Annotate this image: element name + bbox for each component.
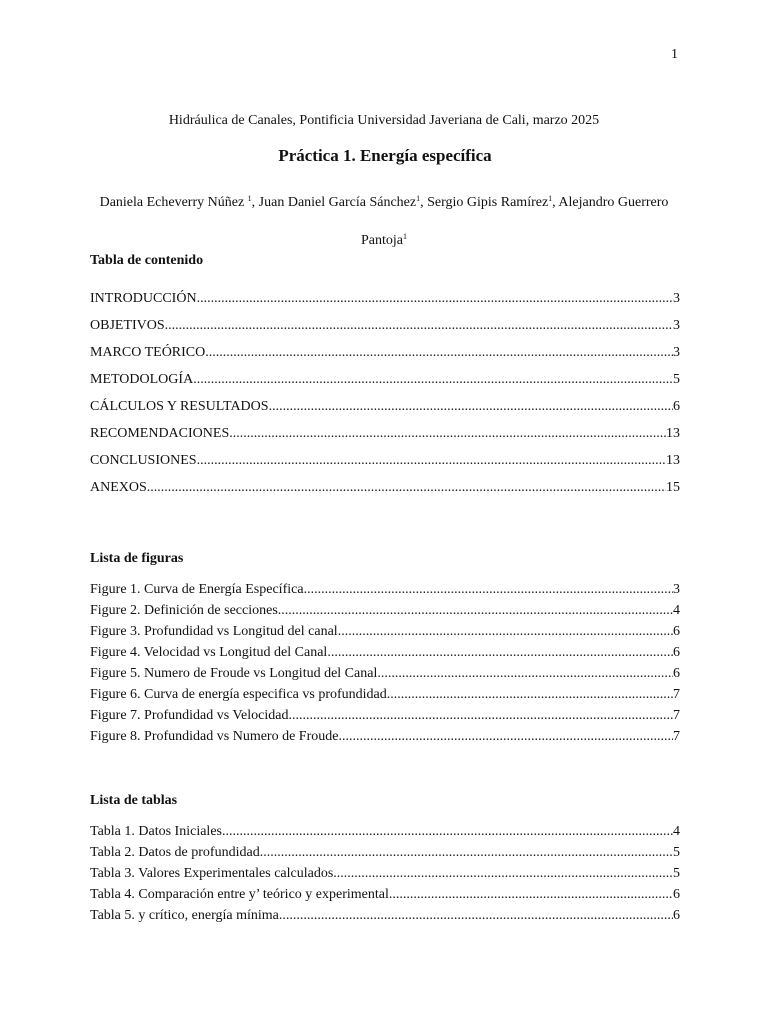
toc-entry-label: Figure 6. Curva de energía especifica vs profundidad — [90, 687, 387, 702]
contents-list — [90, 285, 680, 501]
page-number: 1 — [671, 47, 678, 62]
toc-entry-page-number: 6 — [673, 645, 680, 660]
toc-entry-page-number: 6 — [673, 908, 680, 923]
author-name: Alejandro Guerrero Pantoja — [361, 195, 669, 248]
dot-leader — [333, 863, 673, 884]
dot-leader — [260, 842, 673, 863]
toc-entry-label: CONCLUSIONES — [90, 453, 197, 468]
toc-entry-page-number: 6 — [673, 666, 680, 681]
dot-leader — [165, 312, 673, 339]
figures-heading: Lista de figuras — [90, 551, 184, 566]
toc-entry[interactable] — [90, 863, 680, 884]
author-affiliation-mark: 1 — [416, 194, 421, 203]
dot-leader — [222, 821, 673, 842]
toc-entry-label: ANEXOS — [90, 480, 147, 495]
toc-entry[interactable] — [90, 474, 680, 501]
toc-entry-label: Figure 1. Curva de Energía Específica — [90, 582, 304, 597]
dot-leader — [197, 447, 666, 474]
toc-entry-label: Figure 2. Definición de secciones — [90, 603, 278, 618]
toc-entry-page-number: 6 — [673, 624, 680, 639]
document-title: Práctica 1. Energía específica — [278, 146, 492, 165]
toc-entry-page-number: 13 — [666, 453, 680, 468]
toc-entry[interactable] — [90, 621, 680, 642]
toc-entry-page-number: 13 — [666, 426, 680, 441]
toc-entry-label: OBJETIVOS — [90, 318, 165, 333]
tables-heading: Lista de tablas — [90, 793, 178, 808]
toc-entry-label: MARCO TEÓRICO — [90, 345, 206, 360]
toc-entry[interactable] — [90, 366, 680, 393]
toc-entry-page-number: 6 — [673, 887, 680, 902]
toc-entry-label: Tabla 2. Datos de profundidad — [90, 845, 260, 860]
toc-entry[interactable] — [90, 726, 680, 747]
toc-entry-label: RECOMENDACIONES — [90, 426, 230, 441]
dot-leader — [304, 579, 673, 600]
toc-entry-label: CÁLCULOS Y RESULTADOS — [90, 399, 269, 414]
contents-heading: Tabla de contenido — [90, 253, 204, 268]
toc-entry[interactable] — [90, 600, 680, 621]
toc-entry[interactable] — [90, 285, 680, 312]
toc-entry-label: Figure 5. Numero de Froude vs Longitud del Canal — [90, 666, 378, 681]
dot-leader — [288, 705, 673, 726]
toc-entry[interactable] — [90, 842, 680, 863]
author-name: Juan Daniel García Sánchez — [258, 195, 417, 210]
toc-entry[interactable] — [90, 684, 680, 705]
author-affiliation-mark: 1 — [247, 194, 252, 203]
toc-entry-label: Figure 3. Profundidad vs Longitud del canal — [90, 624, 338, 639]
toc-entry-label: Tabla 1. Datos Iniciales — [90, 824, 222, 839]
dot-leader — [229, 420, 666, 447]
toc-entry[interactable] — [90, 447, 680, 474]
toc-entry-page-number: 5 — [673, 866, 680, 881]
tables-list — [90, 821, 680, 926]
toc-entry-label: Figure 4. Velocidad vs Longitud del Canal — [90, 645, 328, 660]
toc-entry[interactable] — [90, 420, 680, 447]
toc-entry-page-number: 5 — [673, 372, 680, 387]
toc-entry-page-number: 4 — [673, 824, 680, 839]
dot-leader — [377, 663, 673, 684]
toc-entry[interactable] — [90, 642, 680, 663]
toc-entry-page-number: 15 — [666, 480, 680, 495]
toc-entry-label: Tabla 4. Comparación entre y’ teórico y experimental — [90, 887, 389, 902]
toc-entry[interactable] — [90, 393, 680, 420]
dot-leader — [147, 474, 666, 501]
dot-leader — [338, 621, 673, 642]
toc-entry-label: Tabla 3. Valores Experimentales calculados — [90, 866, 334, 881]
toc-entry-page-number: 7 — [673, 687, 680, 702]
toc-entry[interactable] — [90, 821, 680, 842]
toc-entry-label: METODOLOGÍA — [90, 372, 194, 387]
toc-entry-page-number: 5 — [673, 845, 680, 860]
figures-list — [90, 579, 680, 747]
dot-leader — [327, 642, 673, 663]
toc-entry-label: Tabla 5. y crítico, energía mínima — [90, 908, 279, 923]
dot-leader — [197, 285, 673, 312]
dot-leader — [278, 600, 673, 621]
toc-entry-label: Figure 8. Profundidad vs Numero de Froude — [90, 729, 339, 744]
toc-entry-page-number: 3 — [673, 582, 680, 597]
dot-leader — [389, 884, 673, 905]
toc-entry[interactable] — [90, 312, 680, 339]
toc-entry[interactable] — [90, 884, 680, 905]
toc-entry-page-number: 6 — [673, 399, 680, 414]
toc-entry-page-number: 7 — [673, 729, 680, 744]
dot-leader — [193, 366, 673, 393]
author-separator: , — [552, 195, 559, 210]
dot-leader — [269, 393, 673, 420]
toc-entry-label: INTRODUCCIÓN — [90, 291, 197, 306]
author-separator: , — [251, 195, 259, 210]
toc-entry-page-number: 3 — [673, 291, 680, 306]
toc-entry[interactable] — [90, 579, 680, 600]
toc-entry-page-number: 4 — [673, 603, 680, 618]
author-affiliation-mark: 1 — [403, 232, 407, 241]
toc-entry-label: Figure 7. Profundidad vs Velocidad — [90, 708, 289, 723]
toc-entry[interactable] — [90, 905, 680, 926]
toc-entry-page-number: 3 — [673, 345, 680, 360]
document-header: Hidráulica de Canales, Pontificia Universidad Javeriana de Cali, marzo 2025 — [168, 113, 600, 128]
author-name: Sergio Gipis Ramírez — [427, 195, 549, 210]
toc-entry-page-number: 7 — [673, 708, 680, 723]
author-list — [90, 184, 678, 260]
dot-leader — [205, 339, 673, 366]
author-affiliation-mark: 1 — [548, 194, 553, 203]
author-separator: , — [420, 195, 428, 210]
dot-leader — [387, 684, 673, 705]
toc-entry[interactable] — [90, 663, 680, 684]
toc-entry-page-number: 3 — [673, 318, 680, 333]
author-name: Daniela Echeverry Núñez — [99, 195, 248, 210]
dot-leader — [279, 905, 673, 926]
dot-leader — [338, 726, 673, 747]
toc-entry[interactable] — [90, 339, 680, 366]
toc-entry[interactable] — [90, 705, 680, 726]
